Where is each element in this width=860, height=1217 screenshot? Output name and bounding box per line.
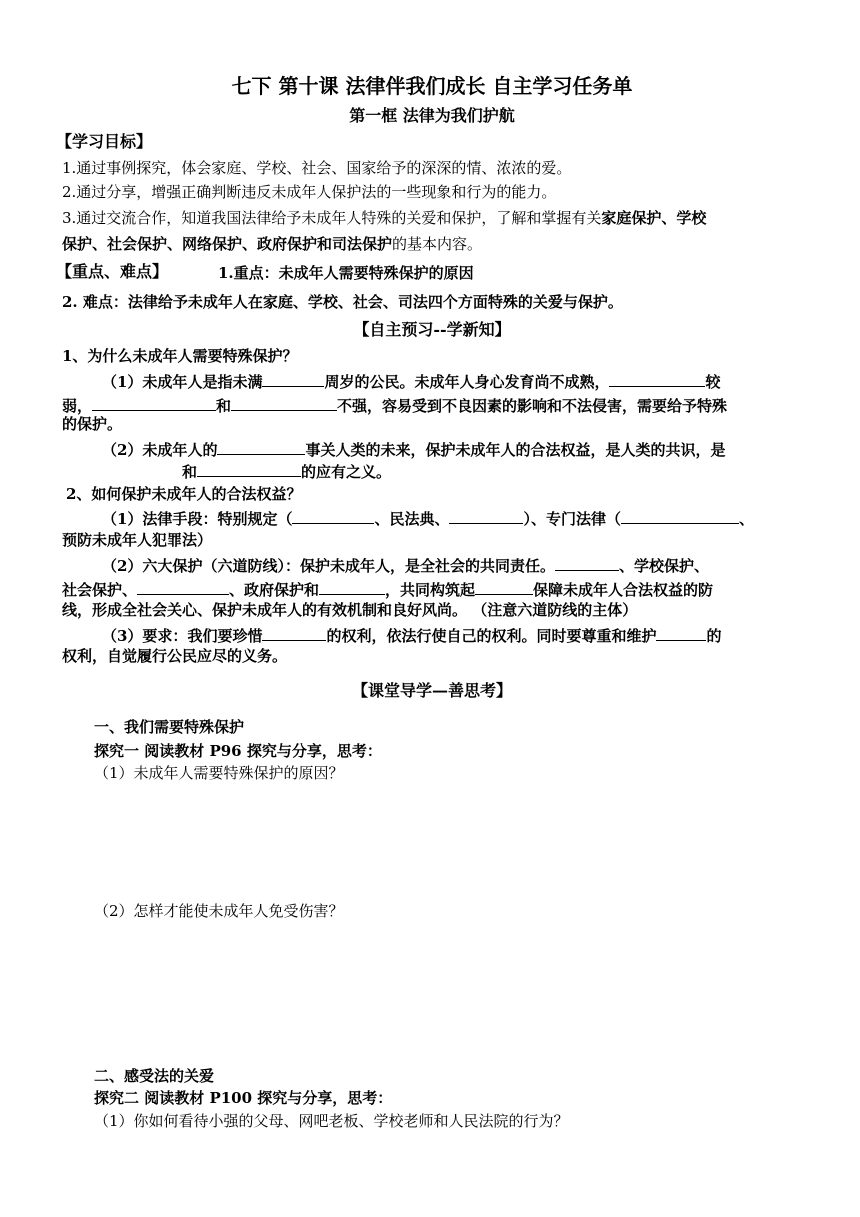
text: ，共同构筑起	[385, 581, 476, 599]
text: 保障未成年人合法权益的防	[533, 581, 714, 599]
text: （3）要求：我们要珍惜	[102, 627, 263, 645]
preview-q2-3-line2: 权利，自觉履行公民应尽的义务。	[62, 647, 288, 665]
text: 事关人类的未来，保护未成年人的合法权益，是人类的共识，是	[305, 441, 726, 459]
preview-q1-1-line3: 的保护。	[62, 415, 123, 433]
objective-3-line2	[62, 234, 482, 254]
preview-q2-2-line1	[102, 554, 709, 576]
text: 周岁的公民。未成年人身心发育尚不成熟，	[324, 373, 610, 391]
preview-question-2: 2、如何保护未成年人的合法权益？	[66, 485, 302, 503]
text: 的	[706, 627, 722, 645]
page-title: 七下 第十课 法律伴我们成长 自主学习任务单	[231, 74, 633, 98]
explore-2-title: 探究二 阅读教材 P100 探究与分享，思考：	[94, 1089, 393, 1107]
text: 、政府保护和	[229, 581, 320, 599]
text: 、	[738, 510, 754, 528]
text: 、学校保护、	[618, 557, 709, 575]
preview-q2-1-line2: 预防未成年人犯罪法）	[62, 531, 213, 549]
blank-field[interactable]	[319, 578, 385, 595]
difficulty-point: 2. 难点：法律给予未成年人在家庭、学校、社会、司法四个方面特殊的关爱与保护。	[62, 293, 623, 311]
text: 社会保护、	[62, 581, 138, 599]
preview-q2-2-line3: 线，形成全社会关心、保护未成年人的有效机制和良好风尚。 （注意六道防线的主体）	[62, 601, 638, 619]
blank-field[interactable]	[449, 508, 523, 524]
blank-field[interactable]	[621, 508, 739, 524]
blank-field[interactable]	[92, 394, 216, 411]
objective-3-text: 3.通过交流合作，知道我国法律给予未成年人特殊的关爱和保护，了解和掌握有关	[62, 209, 602, 227]
preview-q2-1-line1	[102, 508, 754, 529]
keypoints-heading: 【重点、难点】	[56, 262, 169, 281]
blank-field[interactable]	[262, 370, 324, 387]
preview-q1-1-line1	[102, 370, 720, 392]
text: ）、专门法律（	[523, 510, 621, 528]
text: 、民法典、	[374, 510, 450, 528]
blank-field[interactable]	[231, 394, 337, 411]
text: （2）未成年人的	[102, 441, 218, 459]
objective-3-end: 的基本内容。	[392, 235, 483, 253]
preview-q1-2-line2	[182, 460, 391, 482]
blank-field[interactable]	[656, 624, 706, 641]
blank-field[interactable]	[137, 578, 229, 595]
text: 不强，容易受到不良因素的影响和不法侵害，需要给予特殊	[337, 397, 728, 415]
blank-field[interactable]	[217, 438, 305, 455]
text: 和	[216, 397, 232, 415]
preview-question-1: 1、为什么未成年人需要特殊保护？	[62, 347, 298, 365]
text: 和	[182, 463, 198, 481]
key-point: 1.重点：未成年人需要特殊保护的原因	[218, 264, 474, 282]
blank-field[interactable]	[475, 578, 533, 595]
blank-field[interactable]	[292, 508, 374, 524]
objectives-heading: 【学习目标】	[56, 132, 153, 151]
blank-field[interactable]	[262, 624, 326, 641]
blank-field[interactable]	[197, 460, 301, 477]
text: （1）未成年人是指未满	[102, 373, 263, 391]
explore-1-question-2: （2）怎样才能使未成年人免受伤害？	[94, 902, 344, 920]
objective-3-line1	[62, 208, 706, 228]
section-1-title: 一、我们需要特殊保护	[94, 718, 245, 736]
explore-1-title: 探究一 阅读教材 P96 探究与分享，思考：	[94, 742, 382, 760]
preview-q2-3-line1	[102, 624, 721, 646]
objective-3-bold-2: 保护、社会保护、网络保护、政府保护和司法保护	[62, 235, 393, 253]
preview-heading: 【自主预习--学新知】	[353, 320, 511, 339]
text: 的权利，依法行使自己的权利。同时要尊重和维护	[326, 627, 657, 645]
text: 弱，	[62, 397, 93, 415]
text: 的应有之义。	[301, 463, 392, 481]
objective-3-bold: 家庭保护、学校	[601, 209, 707, 227]
objective-2: 2.通过分享，增强正确判断违反未成年人保护法的一些现象和行为的能力。	[62, 183, 557, 201]
blank-field[interactable]	[555, 554, 619, 571]
explore-2-question-1: （1）你如何看待小强的父母、网吧老板、学校老师和人民法院的行为？	[94, 1112, 569, 1130]
page-subtitle: 第一框 法律为我们护航	[349, 106, 515, 125]
preview-q1-2-line1	[102, 438, 725, 460]
preview-q2-2-line2	[62, 578, 713, 600]
text: （1）法律手段：特别规定（	[102, 510, 293, 528]
section-2-title: 二、感受法的关爱	[94, 1067, 215, 1085]
objective-1: 1.通过事例探究，体会家庭、学校、社会、国家给予的深深的情、浓浓的爱。	[62, 159, 572, 177]
text: 较	[705, 373, 721, 391]
blank-field[interactable]	[609, 370, 705, 387]
text: （2）六大保护（六道防线）：保护未成年人，是全社会的共同责任。	[102, 557, 555, 575]
preview-q1-1-line2	[62, 394, 727, 416]
explore-1-question-1: （1）未成年人需要特殊保护的原因？	[94, 764, 344, 782]
classroom-heading: 【课堂导学—善思考】	[351, 681, 512, 700]
